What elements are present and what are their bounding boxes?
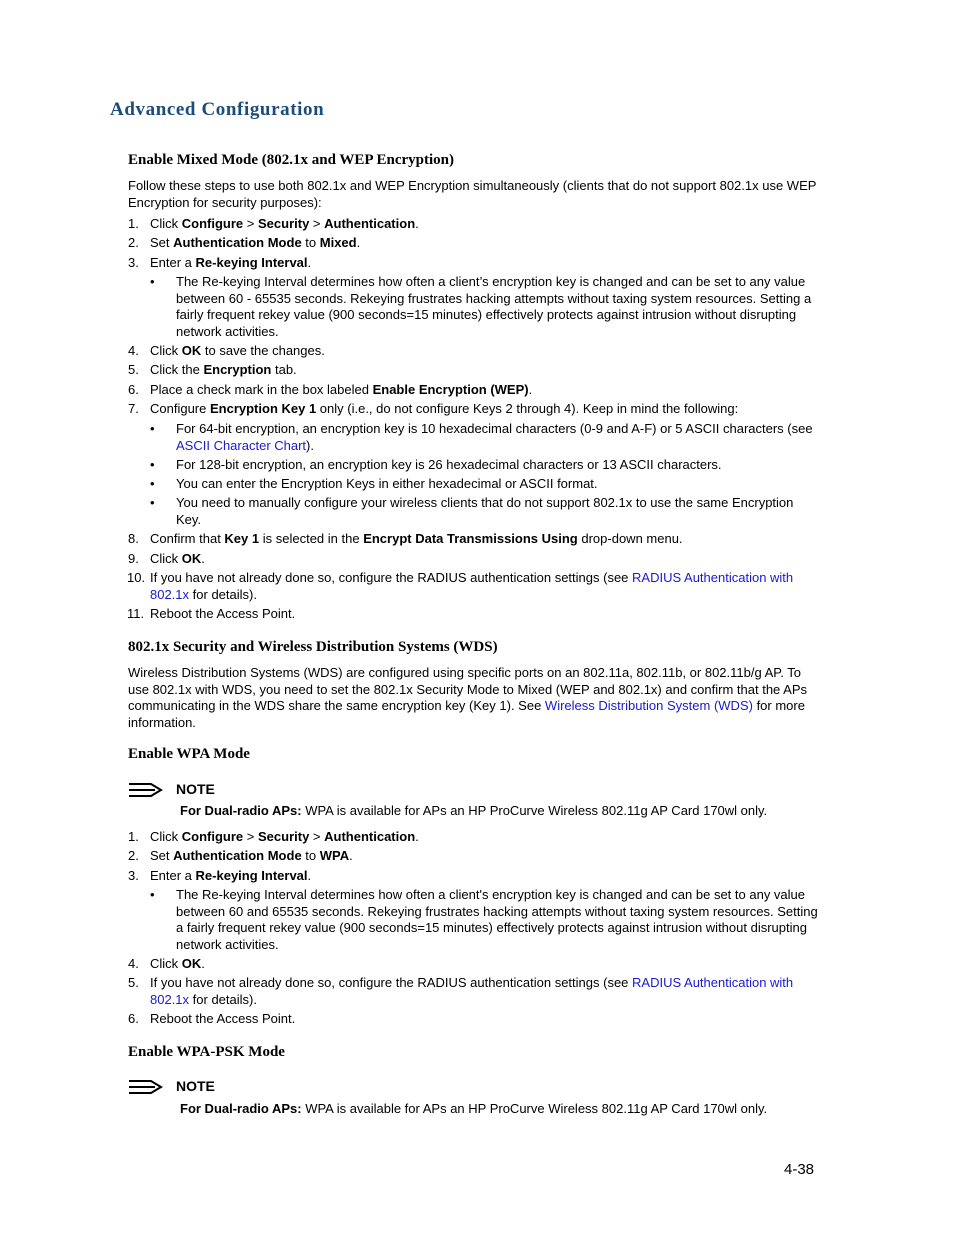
section-heading-wpa: Enable WPA Mode [128, 746, 250, 762]
mixed-step-3: 3. Enter a Re-keying Interval. [128, 255, 312, 270]
step-number: 5. [128, 362, 139, 377]
bullet-dot: • [150, 421, 155, 436]
section-heading-mixed-mode: Enable Mixed Mode (802.1x and WEP Encryption) [128, 152, 455, 168]
note-text: For Dual-radio APs: WPA is available for APs an HP ProCurve Wireless 802.11g AP Card 170wl only. [180, 1101, 768, 1116]
step-number: 6. [128, 382, 139, 397]
wpa-step-5: 5. If you have not already done so, configure the RADIUS authentication settings (see RADIUS Authentication with 802.1x for details). [128, 975, 794, 1007]
wpa-step-3-bullet: • The Re-keying Interval determines how often a client's encryption key is changed and can be set to any value between 60 and 65535 seconds. Rekeying frustrates hacking attempts without taxing system resources. Setting a fairly frequent rekey value (900 seconds=15 minutes) effectively protects against intrusion without disrupting network activities. [150, 887, 818, 952]
bullet-dot: • [150, 457, 155, 472]
radius-authentication-link[interactable]: RADIUS Authentication with 802.1x [150, 570, 794, 602]
note-arrow-icon [128, 1078, 164, 1096]
step-number: 8. [128, 531, 139, 546]
wds-paragraph: Wireless Distribution Systems (WDS) are configured using specific ports on an 802.11a, 802.11b, or 802.11b/g AP. To use 802.1x with WDS, you need to set the 802.1x Security Mode to Mixed (WEP and 802.1x) and confirm that the APs communicating in the WDS share the same encryption key (Key 1). See Wireless Distribution System (WDS) for more information. [128, 665, 808, 730]
mixed-mode-intro: Follow these steps to use both 802.1x and WEP Encryption simultaneously (clients that do not support 802.1x use WEP Encryption for security purposes): [128, 178, 817, 210]
mixed-step-3-bullet: • The Re-keying Interval determines how often a client’s encryption key is changed and can be set to any value between 60 - 65535 seconds. Rekeying frustrates hacking attempts without taxing system resources. Setting a fairly frequent rekey value (900 seconds=15 minutes) effectively protects against intrusion without disrupting network activities. [150, 274, 812, 339]
step-number: 3. [128, 255, 139, 270]
step-number: 2. [128, 235, 139, 250]
bullet-dot: • [150, 476, 155, 491]
mixed-step-8: 8. Confirm that Key 1 is selected in the Encrypt Data Transmissions Using drop-down menu. [128, 531, 683, 546]
step-number: 6. [128, 1011, 139, 1026]
wpa-step-4: 4. Click OK. [128, 956, 205, 971]
note-text: For Dual-radio APs: WPA is available for APs an HP ProCurve Wireless 802.11g AP Card 170wl only. [180, 803, 768, 818]
mixed-step-7-bullet-1: • For 64-bit encryption, an encryption key is 10 hexadecimal characters (0-9 and A-F) or 5 ASCII characters (see ASCII Character Chart). [150, 421, 813, 453]
step-number: 1. [128, 829, 139, 844]
step-number: 7. [128, 401, 139, 416]
step-number: 4. [128, 956, 139, 971]
note-label: NOTE [176, 781, 215, 797]
note-label: NOTE [176, 1078, 215, 1094]
wpa-step-3: 3. Enter a Re-keying Interval. [128, 868, 312, 883]
section-heading-wpa-psk: Enable WPA-PSK Mode [128, 1044, 285, 1060]
wpa-step-2: 2. Set Authentication Mode to WPA. [128, 848, 353, 863]
step-number: 1. [128, 216, 139, 231]
mixed-step-2: 2. Set Authentication Mode to Mixed. [128, 235, 361, 250]
bullet-dot: • [150, 887, 155, 902]
mixed-step-7-bullet-4: • You need to manually configure your wireless clients that do not support 802.1x to use the same Encryption Key. [150, 495, 794, 527]
step-number: 11. [127, 606, 145, 621]
section-heading-wds: 802.1x Security and Wireless Distribution Systems (WDS) [128, 639, 498, 655]
ascii-character-chart-link[interactable]: ASCII Character Chart [176, 437, 307, 453]
wpa-step-1: 1. Click Configure > Security > Authentication. [128, 829, 419, 844]
page-number: 4-38 [784, 1161, 815, 1178]
step-number: 2. [128, 848, 139, 863]
step-number: 4. [128, 343, 139, 358]
mixed-step-4: 4. Click OK to save the changes. [128, 343, 325, 358]
bullet-dot: • [150, 274, 155, 289]
wpa-step-6: 6. Reboot the Access Point. [128, 1011, 296, 1026]
wds-link[interactable]: Wireless Distribution System (WDS) [544, 698, 753, 713]
radius-authentication-link[interactable]: RADIUS Authentication with 802.1x [150, 975, 794, 1007]
mixed-step-7: 7. Configure Encryption Key 1 only (i.e., do not configure Keys 2 through 4). Keep in mind the following: [128, 401, 739, 416]
bullet-dot: • [150, 495, 155, 510]
mixed-step-7-bullet-2: • For 128-bit encryption, an encryption key is 26 hexadecimal characters or 13 ASCII characters. [150, 457, 722, 472]
page-title: Advanced Configuration [110, 99, 325, 120]
step-number: 10. [127, 570, 146, 585]
mixed-step-1: 1. Click Configure > Security > Authentication. [128, 216, 419, 231]
mixed-step-10: 10. If you have not already done so, configure the RADIUS authentication settings (see RADIUS Authentication with 802.1x for details). [127, 570, 794, 602]
step-number: 9. [128, 551, 139, 566]
mixed-step-11: 11. Reboot the Access Point. [127, 606, 296, 621]
step-number: 5. [128, 975, 139, 990]
mixed-step-6: 6. Place a check mark in the box labeled Enable Encryption (WEP). [128, 382, 533, 397]
mixed-step-7-bullet-3: • You can enter the Encryption Keys in either hexadecimal or ASCII format. [150, 476, 598, 491]
mixed-step-5: 5. Click the Encryption tab. [128, 362, 297, 377]
note-arrow-icon [128, 781, 164, 799]
mixed-step-9: 9. Click OK. [128, 551, 205, 566]
step-number: 3. [128, 868, 139, 883]
